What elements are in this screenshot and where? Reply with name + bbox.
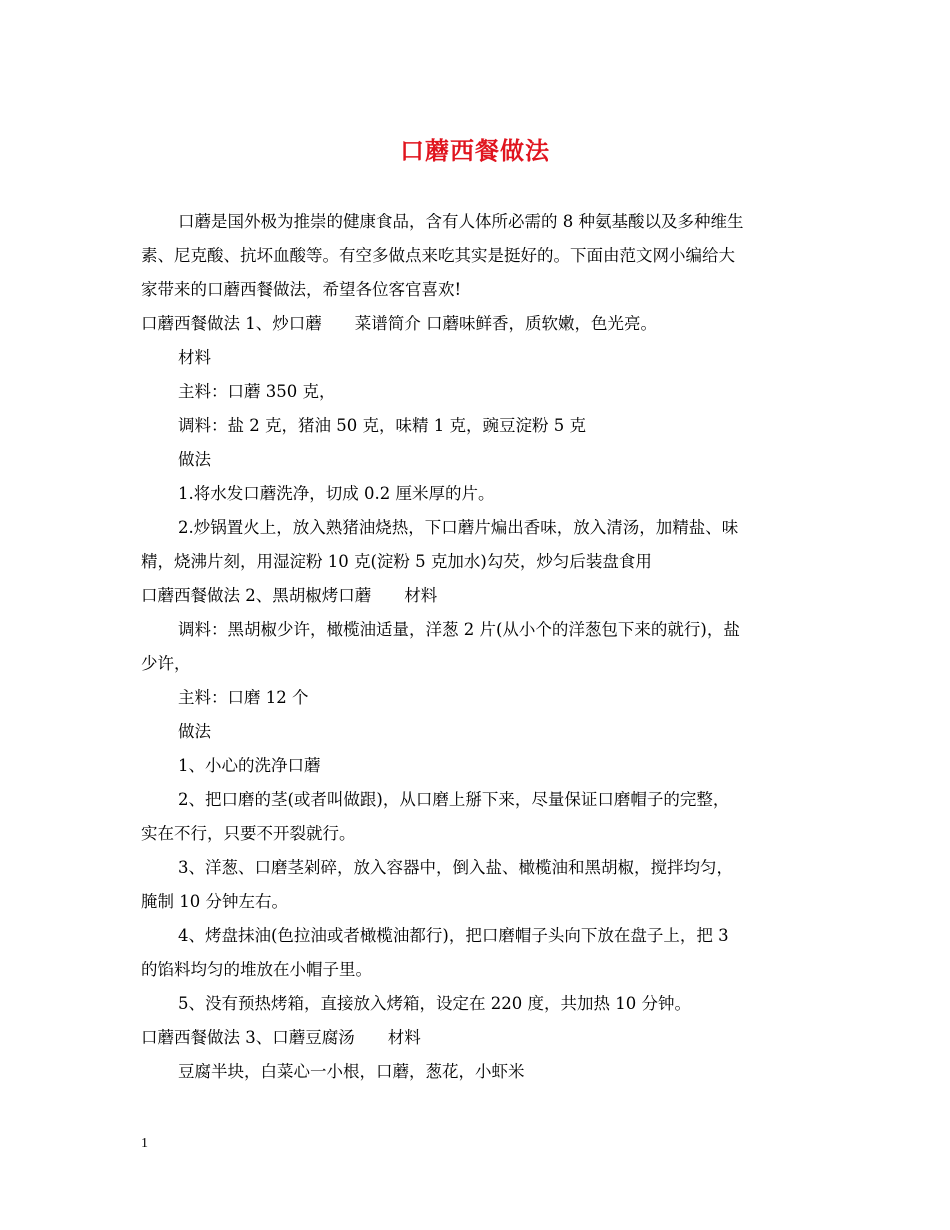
text-line: 5、没有预热烤箱，直接放入烤箱，设定在 220 度，共加热 10 分钟。 (178, 994, 691, 1013)
text-line: 的馅料均匀的堆放在小帽子里。 (141, 960, 372, 979)
text-line: 做法 (178, 450, 211, 469)
text-line: 口蘑是国外极为推崇的健康食品，含有人体所必需的 8 种氨基酸以及多种维生 (178, 212, 744, 231)
text-line: 精，烧沸片刻，用湿淀粉 10 克(淀粉 5 克加水)勾芡，炒匀后装盘食用 (141, 552, 652, 571)
text-line: 主料：口蘑 350 克， (178, 382, 336, 401)
text-line: 素、尼克酸、抗坏血酸等。有空多做点来吃其实是挺好的。下面由范文网小编给大 (141, 246, 735, 265)
text-line: 少许， (141, 654, 191, 673)
text-line: 材料 (178, 348, 211, 367)
text-line: 腌制 10 分钟左右。 (141, 892, 288, 911)
document-title: 口蘑西餐做法 (400, 136, 550, 165)
document-body (141, 205, 813, 1089)
text-line: 豆腐半块，白菜心一小根，口蘑，葱花，小虾米 (178, 1062, 525, 1081)
text-line: 家带来的口蘑西餐做法，希望各位客官喜欢! (141, 280, 462, 299)
text-line: 2、把口磨的茎(或者叫做跟)，从口磨上掰下来，尽量保证口磨帽子的完整， (178, 790, 730, 809)
text-line: 2.炒锅置火上，放入熟猪油烧热，下口蘑片煸出香味，放入清汤，加精盐、味 (178, 518, 739, 537)
text-line: 口蘑西餐做法 2、黑胡椒烤口蘑 材料 (141, 586, 438, 605)
text-line: 4、烤盘抹油(色拉油或者橄榄油都行)，把口磨帽子头向下放在盘子上，把 3 (178, 926, 729, 945)
text-line: 1、小心的洗净口蘑 (178, 756, 321, 775)
text-line: 主料：口磨 12 个 (178, 688, 309, 707)
text-line: 实在不行，只要不开裂就行。 (141, 824, 356, 843)
page-number: 1 (141, 1136, 148, 1151)
text-line: 调料：盐 2 克，猪油 50 克，味精 1 克，豌豆淀粉 5 克 (178, 416, 586, 435)
text-line: 3、洋葱、口磨茎剁碎，放入容器中，倒入盐、橄榄油和黑胡椒，搅拌均匀， (178, 858, 733, 877)
text-line: 做法 (178, 722, 211, 741)
text-line: 口蘑西餐做法 1、炒口蘑 菜谱简介 口蘑味鲜香，质软嫩，色光亮。 (141, 314, 657, 333)
text-line: 1.将水发口蘑洗净，切成 0.2 厘米厚的片。 (178, 484, 495, 503)
text-line: 调料：黑胡椒少许，橄榄油适量，洋葱 2 片(从小个的洋葱包下来的就行)，盐 (178, 620, 740, 639)
text-line: 口蘑西餐做法 3、口蘑豆腐汤 材料 (141, 1028, 421, 1047)
